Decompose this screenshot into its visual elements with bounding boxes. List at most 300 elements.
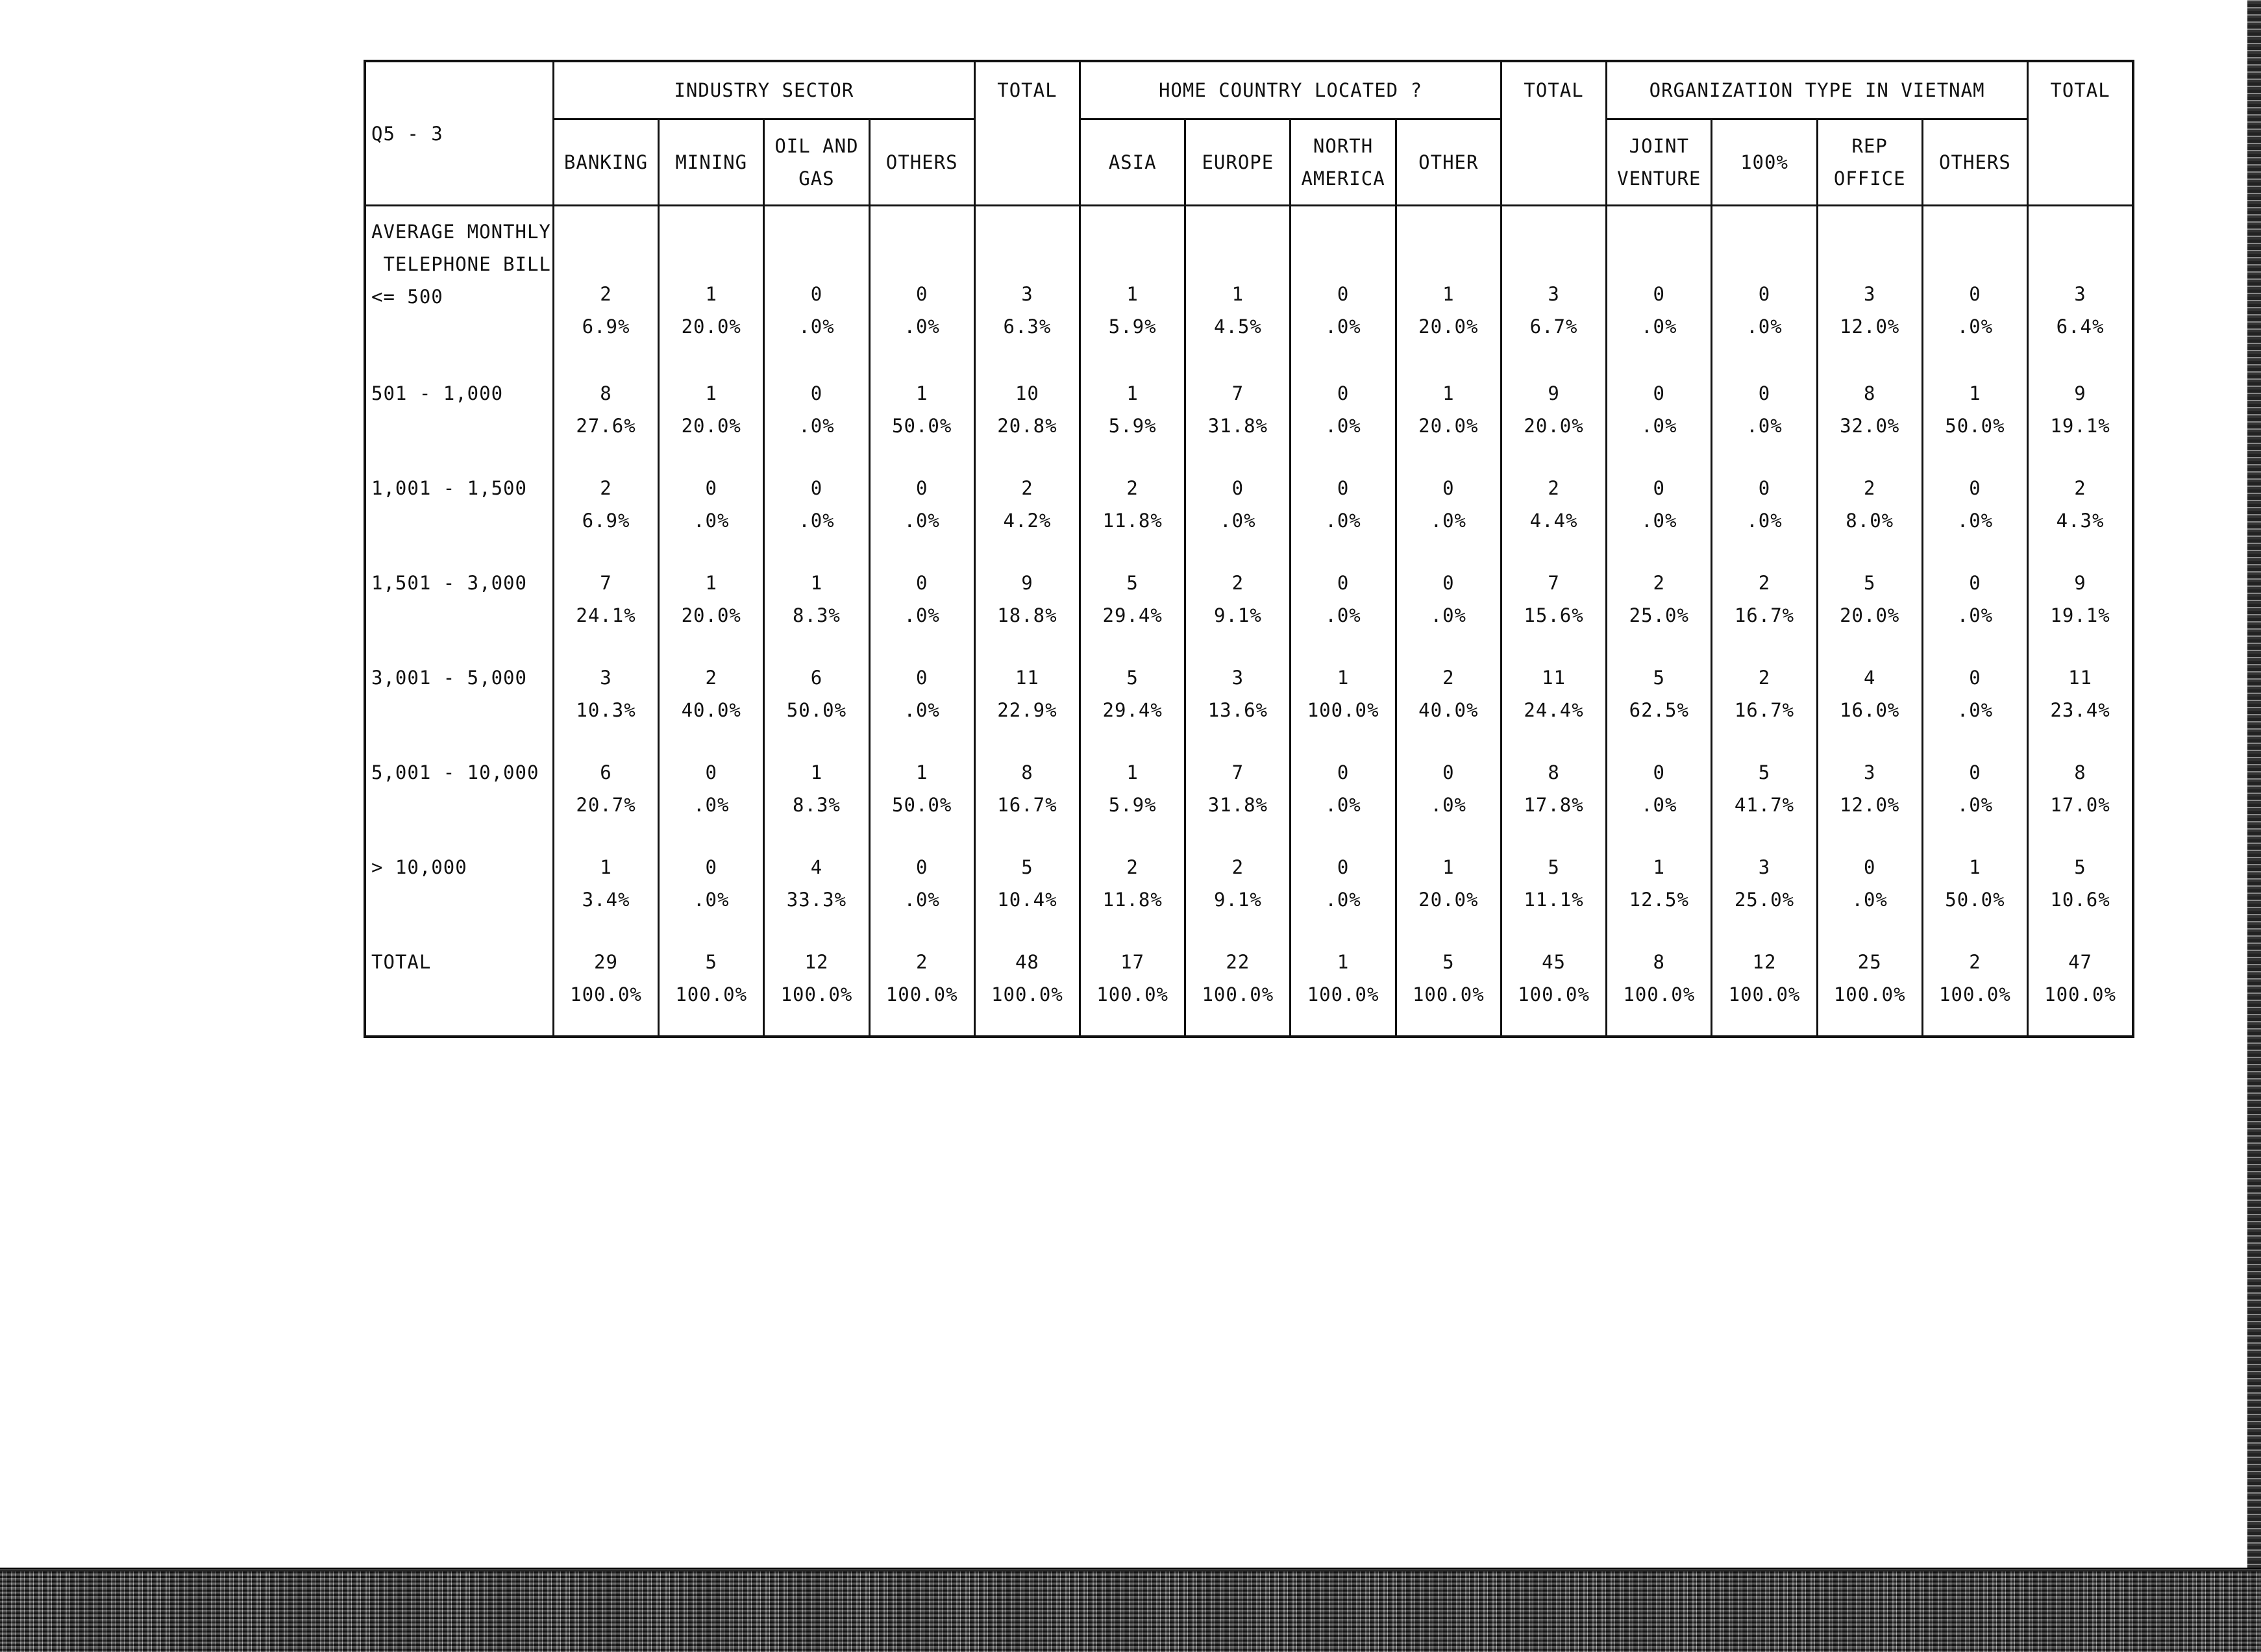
cell-percent: .0%: [1430, 604, 1467, 626]
table-cell: [1080, 752, 1185, 847]
table-cell: [1712, 206, 1817, 373]
cell-count: 1: [1969, 382, 1981, 404]
cell-count: 1: [1653, 856, 1666, 878]
table-cell: [1712, 942, 1817, 1037]
cell-percent: 100.0%: [1307, 698, 1379, 721]
table-cell: [974, 658, 1080, 752]
table-cell: [974, 752, 1080, 847]
cell-percent: .0%: [1430, 793, 1467, 816]
table-cell: [1185, 658, 1291, 752]
col-header-country-other: OTHER: [1396, 119, 1501, 206]
cell-percent: .0%: [798, 315, 835, 338]
cell-percent: .0%: [798, 414, 835, 437]
cell-percent: 50.0%: [1945, 888, 2005, 911]
cell-count: 0: [810, 476, 823, 499]
table-cell: [1922, 942, 2027, 1037]
table-cell: [1080, 373, 1185, 468]
cell-percent: 4.3%: [2056, 509, 2105, 532]
table-cell: [1396, 373, 1501, 468]
cell-count: 2: [2074, 476, 2086, 499]
table-body: [365, 206, 2133, 1037]
cell-count: 1: [705, 283, 717, 305]
table-cell: [764, 373, 869, 468]
cell-count: 7: [1231, 382, 1244, 404]
cell-percent: 13.6%: [1207, 698, 1268, 721]
cell-percent: .0%: [1325, 888, 1361, 911]
cell-count: 8: [600, 382, 612, 404]
cell-count: 0: [1337, 283, 1350, 305]
table-cell: [869, 373, 974, 468]
table-cell: [1080, 658, 1185, 752]
cell-percent: .0%: [1957, 509, 1994, 532]
table-cell: [1185, 847, 1291, 942]
cell-percent: 10.4%: [997, 888, 1057, 911]
cell-percent: 24.1%: [576, 604, 636, 626]
cell-percent: 27.6%: [576, 414, 636, 437]
table-cell: [1817, 752, 1922, 847]
cell-percent: .0%: [904, 509, 940, 532]
table-cell: [553, 942, 658, 1037]
cell-count: 2: [1231, 571, 1244, 594]
cell-percent: 16.7%: [1734, 604, 1795, 626]
table-cell: [764, 752, 869, 847]
cell-percent: 3.4%: [582, 888, 630, 911]
cell-percent: 20.0%: [681, 414, 741, 437]
table-cell: [974, 847, 1080, 942]
cell-percent: 29.4%: [1102, 698, 1163, 721]
table-cell: [553, 206, 658, 373]
cell-count: 5: [1758, 761, 1771, 783]
cell-count: 9: [1548, 382, 1560, 404]
cell-count: 3: [1021, 283, 1033, 305]
header-row-groups: [365, 61, 2133, 119]
cell-percent: 20.0%: [1840, 604, 1900, 626]
scan-noise-strip: [0, 1568, 2261, 1652]
cell-count: 0: [1653, 283, 1666, 305]
cell-count: 29: [594, 950, 618, 973]
cell-count: 0: [915, 571, 928, 594]
cell-count: 11: [1015, 666, 1039, 689]
cell-percent: 20.0%: [681, 604, 741, 626]
cell-percent: 19.1%: [2050, 604, 2110, 626]
table-cell: [1607, 658, 1712, 752]
cell-count: 0: [1969, 666, 1981, 689]
cell-percent: 22.9%: [997, 698, 1057, 721]
cell-count: 5: [1126, 666, 1139, 689]
table-cell: [659, 942, 764, 1037]
cell-percent: 100.0%: [1096, 983, 1169, 1005]
cell-count: 1: [600, 856, 612, 878]
cell-percent: .0%: [904, 604, 940, 626]
table-cell: [1080, 206, 1185, 373]
table-cell: [1291, 373, 1396, 468]
cell-count: 1: [1969, 856, 1981, 878]
cell-percent: .0%: [1746, 315, 1783, 338]
cell-count: 2: [1548, 476, 1560, 499]
cell-count: 0: [1653, 382, 1666, 404]
cell-percent: 15.6%: [1524, 604, 1584, 626]
table-cell: [974, 563, 1080, 658]
table-cell: [659, 752, 764, 847]
table-cell: [1607, 468, 1712, 563]
cell-count: 0: [1969, 761, 1981, 783]
scan-edge-right: [2247, 0, 2261, 1568]
table-cell: [1501, 847, 1606, 942]
cell-count: 22: [1226, 950, 1250, 973]
cell-percent: 16.0%: [1840, 698, 1900, 721]
table-cell: [764, 468, 869, 563]
cell-count: 2: [1758, 571, 1771, 594]
cell-count: 1: [1231, 283, 1244, 305]
cell-percent: 12.5%: [1629, 888, 1689, 911]
col-header-mining: MINING: [659, 119, 764, 206]
cell-percent: .0%: [798, 509, 835, 532]
cell-percent: .0%: [1430, 509, 1467, 532]
total-header-org-type: TOTAL: [2028, 61, 2133, 206]
cell-percent: .0%: [1220, 509, 1256, 532]
table-cell: [1922, 847, 2027, 942]
cell-count: 17: [1120, 950, 1145, 973]
cell-count: 6: [810, 666, 823, 689]
table-row: [365, 752, 2133, 847]
cell-count: 1: [1126, 283, 1139, 305]
table-cell: [1291, 752, 1396, 847]
cell-percent: .0%: [1957, 698, 1994, 721]
table-cell: [1607, 752, 1712, 847]
cell-percent: 100.0%: [570, 983, 642, 1005]
cell-percent: .0%: [904, 315, 940, 338]
cell-percent: 41.7%: [1734, 793, 1795, 816]
col-header-100-percent: 100%: [1712, 119, 1817, 206]
cell-percent: 11.1%: [1524, 888, 1584, 911]
cell-percent: 25.0%: [1734, 888, 1795, 911]
row-label: 1,001 - 1,500: [365, 468, 553, 563]
cell-percent: 10.3%: [576, 698, 636, 721]
cell-count: 5: [2074, 856, 2086, 878]
cell-count: 5: [1863, 571, 1876, 594]
cell-percent: .0%: [1325, 604, 1361, 626]
table-cell: [1607, 373, 1712, 468]
table-cell: [974, 468, 1080, 563]
cell-count: 1: [1442, 856, 1455, 878]
cell-percent: 100.0%: [1728, 983, 1801, 1005]
table-cell: [1501, 468, 1606, 563]
col-header-joint-venture: JOINT VENTURE: [1607, 119, 1712, 206]
cell-percent: .0%: [693, 793, 730, 816]
table-cell: [1501, 658, 1606, 752]
cell-count: 0: [1969, 283, 1981, 305]
table-cell: [1396, 206, 1501, 373]
cell-percent: .0%: [1325, 315, 1361, 338]
cell-percent: 5.9%: [1108, 414, 1157, 437]
table-row: [365, 206, 2133, 373]
table-cell: [2028, 942, 2133, 1037]
table-cell: [869, 206, 974, 373]
cell-count: 1: [810, 571, 823, 594]
cell-count: 0: [705, 856, 717, 878]
cell-count: 4: [1863, 666, 1876, 689]
cell-count: 2: [1863, 476, 1876, 499]
cell-percent: 9.1%: [1213, 888, 1262, 911]
table-cell: [1817, 942, 1922, 1037]
crosstab-table: [364, 60, 2134, 1038]
table-cell: [1291, 468, 1396, 563]
table-cell: [974, 373, 1080, 468]
table-cell: [553, 752, 658, 847]
total-header-home-country: TOTAL: [1501, 61, 1606, 206]
cell-count: 0: [1337, 761, 1350, 783]
table-cell: [1817, 563, 1922, 658]
table-cell: [1291, 942, 1396, 1037]
cell-count: 0: [1337, 856, 1350, 878]
cell-percent: 20.0%: [1524, 414, 1584, 437]
table-cell: [1291, 563, 1396, 658]
cell-percent: 50.0%: [892, 414, 952, 437]
cell-count: 25: [1857, 950, 1882, 973]
table-cell: [764, 847, 869, 942]
cell-count: 0: [1758, 382, 1771, 404]
cell-count: 0: [915, 856, 928, 878]
cell-count: 10: [1015, 382, 1039, 404]
table-cell: [2028, 468, 2133, 563]
cell-percent: 20.0%: [681, 315, 741, 338]
table-cell: [1185, 206, 1291, 373]
cell-count: 2: [1969, 950, 1981, 973]
table-cell: [1080, 468, 1185, 563]
cell-count: 0: [1337, 382, 1350, 404]
cell-count: 3: [2074, 283, 2086, 305]
cell-percent: .0%: [1957, 315, 1994, 338]
cell-count: 1: [705, 382, 717, 404]
cell-count: 0: [1969, 476, 1981, 499]
table-cell: [1501, 752, 1606, 847]
cell-count: 3: [1548, 283, 1560, 305]
table-cell: [1080, 847, 1185, 942]
cell-percent: .0%: [1641, 509, 1677, 532]
cell-percent: 40.0%: [681, 698, 741, 721]
table-cell: [869, 752, 974, 847]
cell-count: 2: [1653, 571, 1666, 594]
cell-percent: 50.0%: [1945, 414, 2005, 437]
cell-count: 48: [1015, 950, 1039, 973]
group-header-home-country: HOME COUNTRY LOCATED ?: [1080, 61, 1501, 119]
table-cell: [1185, 752, 1291, 847]
cell-count: 0: [915, 666, 928, 689]
cell-count: 9: [2074, 382, 2086, 404]
cell-count: 5: [1548, 856, 1560, 878]
cell-percent: 4.5%: [1213, 315, 1262, 338]
cell-count: 0: [1653, 476, 1666, 499]
cell-count: 1: [1442, 382, 1455, 404]
cell-count: 7: [1548, 571, 1560, 594]
cell-count: 2: [705, 666, 717, 689]
table-cell: [1185, 468, 1291, 563]
cell-count: 5: [1126, 571, 1139, 594]
cell-percent: 12.0%: [1840, 793, 1900, 816]
group-header-org-type: ORGANIZATION TYPE IN VIETNAM: [1607, 61, 2028, 119]
table-cell: [1607, 942, 1712, 1037]
cell-percent: 9.1%: [1213, 604, 1262, 626]
table-cell: [869, 658, 974, 752]
table-cell: [1080, 942, 1185, 1037]
col-header-asia: ASIA: [1080, 119, 1185, 206]
cell-count: 8: [1548, 761, 1560, 783]
table-cell: [659, 468, 764, 563]
cell-percent: 24.4%: [1524, 698, 1584, 721]
cell-count: 2: [915, 950, 928, 973]
cell-percent: 8.3%: [793, 604, 841, 626]
cell-percent: 32.0%: [1840, 414, 1900, 437]
table-cell: [2028, 752, 2133, 847]
cell-percent: 6.9%: [582, 315, 630, 338]
cell-count: 0: [1337, 476, 1350, 499]
cell-percent: .0%: [904, 888, 940, 911]
table-cell: [1817, 847, 1922, 942]
cell-percent: .0%: [904, 698, 940, 721]
cell-count: 5: [1442, 950, 1455, 973]
cell-percent: 17.8%: [1524, 793, 1584, 816]
table-row: [365, 658, 2133, 752]
corner-label: Q5 - 3: [365, 61, 553, 206]
cell-percent: .0%: [1325, 414, 1361, 437]
cell-count: 0: [1337, 571, 1350, 594]
cell-count: 1: [915, 761, 928, 783]
table-row: [365, 468, 2133, 563]
cell-count: 1: [915, 382, 928, 404]
cell-percent: 20.8%: [997, 414, 1057, 437]
table-cell: [1396, 847, 1501, 942]
cell-count: 0: [1442, 571, 1455, 594]
col-header-rep-office: REP OFFICE: [1817, 119, 1922, 206]
cell-percent: 6.3%: [1003, 315, 1052, 338]
table-cell: [1607, 206, 1712, 373]
cell-percent: .0%: [693, 509, 730, 532]
table-cell: [764, 563, 869, 658]
cell-count: 0: [915, 283, 928, 305]
cell-percent: 16.7%: [1734, 698, 1795, 721]
cell-count: 3: [1758, 856, 1771, 878]
cell-percent: 11.8%: [1102, 509, 1163, 532]
col-header-europe: EUROPE: [1185, 119, 1291, 206]
table-cell: [1712, 468, 1817, 563]
table-cell: [1185, 373, 1291, 468]
table-cell: [1396, 563, 1501, 658]
row-label: > 10,000: [365, 847, 553, 942]
table-cell: [553, 658, 658, 752]
table-cell: [1080, 563, 1185, 658]
cell-count: 0: [1758, 476, 1771, 499]
table-cell: [1291, 658, 1396, 752]
cell-count: 3: [600, 666, 612, 689]
table-cell: [1396, 468, 1501, 563]
cell-count: 1: [1126, 382, 1139, 404]
cell-count: 2: [600, 283, 612, 305]
table-cell: [1817, 658, 1922, 752]
table-cell: [659, 373, 764, 468]
row-label: 1,501 - 3,000: [365, 563, 553, 658]
cell-percent: 40.0%: [1418, 698, 1479, 721]
cell-count: 2: [1126, 476, 1139, 499]
cell-count: 3: [1231, 666, 1244, 689]
col-header-oil-and-gas: OIL AND GAS: [764, 119, 869, 206]
table-cell: [869, 468, 974, 563]
table-cell: [1922, 468, 2027, 563]
total-header-industry: TOTAL: [974, 61, 1080, 206]
cell-percent: 20.0%: [1418, 414, 1479, 437]
cell-count: 2: [1231, 856, 1244, 878]
cell-percent: 100.0%: [1939, 983, 2011, 1005]
cell-percent: 100.0%: [780, 983, 853, 1005]
cell-count: 2: [1126, 856, 1139, 878]
cell-percent: 6.4%: [2056, 315, 2105, 338]
table-cell: [1712, 847, 1817, 942]
cell-count: 1: [705, 571, 717, 594]
table-row: [365, 847, 2133, 942]
cell-percent: .0%: [1746, 509, 1783, 532]
cell-count: 3: [1863, 283, 1876, 305]
cell-percent: .0%: [1641, 414, 1677, 437]
cell-count: 9: [2074, 571, 2086, 594]
cell-count: 0: [1442, 761, 1455, 783]
table-cell: [869, 563, 974, 658]
table-row: [365, 373, 2133, 468]
cell-percent: 8.3%: [793, 793, 841, 816]
table-cell: [1396, 752, 1501, 847]
cell-count: 5: [1021, 856, 1033, 878]
cell-count: 0: [1231, 476, 1244, 499]
cell-percent: 31.8%: [1207, 414, 1268, 437]
cell-count: 1: [1337, 950, 1350, 973]
row-label: AVERAGE MONTHLY TELEPHONE BILL <= 500: [365, 206, 553, 373]
table-cell: [869, 942, 974, 1037]
cell-percent: 6.7%: [1529, 315, 1578, 338]
cell-count: 1: [1337, 666, 1350, 689]
cell-count: 0: [1442, 476, 1455, 499]
table-cell: [1712, 373, 1817, 468]
cell-percent: 18.8%: [997, 604, 1057, 626]
cell-count: 0: [1863, 856, 1876, 878]
cell-percent: .0%: [693, 888, 730, 911]
table-cell: [1185, 942, 1291, 1037]
table-cell: [659, 847, 764, 942]
table-row: [365, 942, 2133, 1037]
cell-count: 45: [1542, 950, 1566, 973]
cell-count: 4: [810, 856, 823, 878]
cell-percent: .0%: [1641, 315, 1677, 338]
cell-percent: 6.9%: [582, 509, 630, 532]
table-cell: [553, 847, 658, 942]
table-cell: [1712, 658, 1817, 752]
cell-percent: 100.0%: [2044, 983, 2116, 1005]
cell-percent: 100.0%: [1202, 983, 1274, 1005]
row-label: TOTAL: [365, 942, 553, 1037]
header-row-columns: [365, 119, 2133, 206]
cell-count: 0: [1758, 283, 1771, 305]
col-header-banking: BANKING: [553, 119, 658, 206]
cell-count: 2: [1442, 666, 1455, 689]
cell-percent: .0%: [1325, 793, 1361, 816]
cell-percent: 25.0%: [1629, 604, 1689, 626]
cell-percent: 20.7%: [576, 793, 636, 816]
cell-count: 0: [810, 382, 823, 404]
cell-count: 47: [2068, 950, 2092, 973]
table-cell: [1291, 847, 1396, 942]
col-header-industry-others: OTHERS: [869, 119, 974, 206]
cell-percent: 100.0%: [885, 983, 958, 1005]
cell-count: 9: [1021, 571, 1033, 594]
cell-percent: 100.0%: [1518, 983, 1590, 1005]
table-cell: [659, 563, 764, 658]
